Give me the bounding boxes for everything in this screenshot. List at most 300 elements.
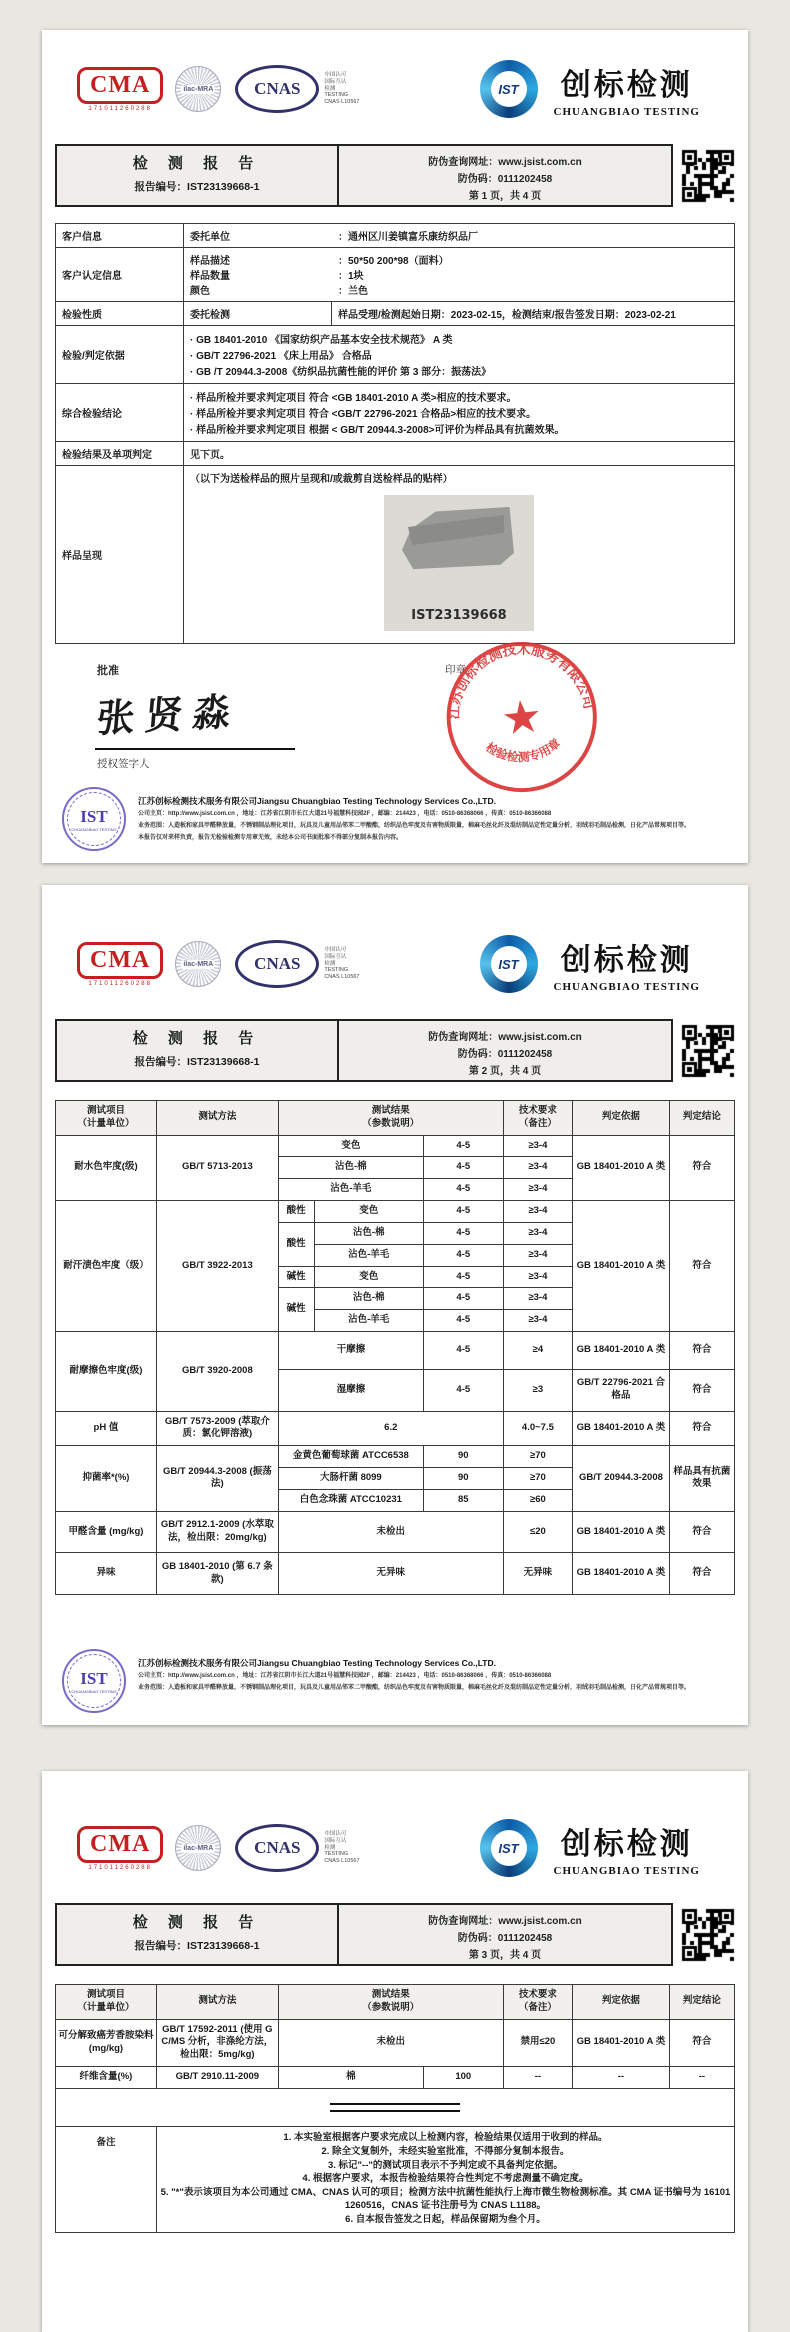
antifake-url	[339, 153, 671, 168]
judge-conclusion: 符合	[669, 1201, 734, 1332]
col-header: 测试结果 （参数说明）	[278, 1985, 503, 2020]
test-item: 可分解致癌芳香胺染料(mg/kg)	[56, 2019, 157, 2066]
footer-text	[138, 1649, 690, 1693]
report-number-label: 报告编号：	[134, 1940, 188, 1952]
remark-line: 2. 除全文复制外，未经实验室批准，不得部分复制本报告。	[321, 2145, 570, 2157]
report-header-bar	[55, 1019, 673, 1082]
signature-line	[95, 748, 295, 750]
judge-conclusion: 符合	[669, 1553, 734, 1595]
cnas-side-line: 检测	[324, 960, 336, 967]
antifake-code-value: 0111202458	[497, 174, 553, 185]
row-label: 客户认定信息	[56, 248, 184, 302]
table-row	[56, 466, 735, 644]
field-name: 样品数量	[190, 271, 230, 282]
row-value	[184, 248, 735, 302]
result-value: 90	[423, 1446, 503, 1468]
result-value: 4-5	[423, 1222, 503, 1244]
result-value: 4-5	[423, 1310, 503, 1332]
condition: 碱性	[278, 1288, 314, 1332]
row-value	[184, 466, 735, 644]
result-label: 金黄色葡萄球菌 ATCC6538	[278, 1446, 423, 1468]
test-method: GB/T 3920-2008	[156, 1331, 278, 1411]
basis-item: · GB /T 20944.3-2008《纺织品抗菌性能的评价 第 3 部分：振荡法》	[190, 367, 492, 378]
requirement: ≥3	[503, 1369, 572, 1411]
ist-logo-icon	[480, 60, 538, 118]
footer-scope: 业务范围：人造板和家具甲醛释放量，不锈钢制品理化项目，玩具及儿童用品邻苯二甲酸酯，纺织品色牢度及有害物质限量，棉麻毛丝化纤及混纺制品定性定量分析，羽绒羽毛制品检测，日化产品常规项目等。	[138, 823, 691, 829]
basis-item: · GB/T 22796-2021 《床上用品》 合格品	[190, 351, 372, 362]
antifake-code-label: 防伪码：	[457, 1933, 498, 1944]
judge-conclusion: 符合	[669, 1331, 734, 1369]
bold-text: 根据	[308, 425, 329, 436]
report-header-bar	[55, 1903, 673, 1966]
test-item: 异味	[56, 1553, 157, 1595]
text: < GB/T 20944.3-2008>	[328, 425, 435, 436]
brand-name-cn: 创标检测	[560, 1828, 693, 1861]
result-label: 沾色-羊毛	[314, 1244, 423, 1266]
field-name: 颜色	[190, 286, 210, 297]
remark-label: 备注	[56, 2126, 157, 2232]
requirement: ≥3-4	[503, 1266, 572, 1288]
table-row	[56, 248, 735, 302]
col-header: 判定结论	[669, 1985, 734, 2020]
footer-scope: 业务范围：人造板和家具甲醛释放量，不锈钢制品理化项目，玩具及儿童用品邻苯二甲酸酯，纺织品色牢度及有害物质限量，棉麻毛丝化纤及混纺制品定性定量分析，羽绒羽毛制品检测，日化产品常规项目等。	[138, 1685, 691, 1691]
cnas-side-line: TESTING	[324, 92, 349, 99]
result-label: 沾色-棉	[314, 1222, 423, 1244]
result-value: 无异味	[278, 1553, 503, 1595]
result-value: 未检出	[278, 1511, 503, 1553]
antifake-code-value: 0111202458	[497, 1933, 553, 1944]
remark-line: 5. "*"表示该项目为本公司通过 CMA、CNAS 认可的项目；检测方法中抗菌性能执行上海市微生物检测标准。其 CMA 证书编号为 161011260516，CNAS 证书注册号为 CNAS L1188。	[160, 2187, 731, 2211]
antifake-url-label: 防伪查询网址：	[428, 1032, 499, 1043]
cnas-side-line: 国际互认	[324, 78, 347, 85]
result-label: 大肠杆菌 8099	[278, 1468, 423, 1490]
ist-footer-sub: CHUANGBIAO TESTING	[71, 1688, 117, 1694]
bold-text: 符合	[308, 409, 329, 420]
test-item: 耐摩擦色牢度(级)	[56, 1331, 157, 1411]
result-label: 变色	[314, 1201, 423, 1223]
result-value: 4-5	[423, 1266, 503, 1288]
ist-footer-sub: CHUANGBIAO TESTING	[71, 826, 117, 832]
footer-company-en: Jiangsu Chuangbiao Testing Technology Services Co.,LTD.	[257, 1658, 496, 1668]
approve-label: 批准	[97, 665, 119, 677]
report-number	[57, 179, 337, 194]
antifake-code-value: 0111202458	[497, 1049, 553, 1060]
col-header: 判定依据	[573, 1101, 670, 1136]
footer-note: 本报告仅对来样负责，报告无检验检测专用章无效，未经本公司书面批准不得部分复制本报告内容。	[138, 835, 403, 841]
report-header-bar	[55, 144, 673, 207]
cnas-side-line: 检测	[324, 85, 336, 92]
footer-company	[138, 1657, 690, 1669]
requirement: ≥3-4	[503, 1157, 572, 1179]
row-label: 检验结果及单项判定	[56, 442, 184, 466]
field-value: ：兰色	[338, 286, 368, 297]
report-title: 检 测 报 告	[132, 1914, 262, 1931]
ist-logo-icon	[480, 935, 538, 993]
report-title: 检 测 报 告	[132, 1030, 262, 1047]
brand-name-en: CHUANGBIAO TESTING	[553, 1865, 700, 1877]
ilac-mra-icon	[175, 941, 221, 987]
condition: 酸性	[278, 1201, 314, 1223]
result-value: 4-5	[423, 1244, 503, 1266]
col-header: 技术要求 （备注）	[503, 1985, 572, 2020]
judge-conclusion: 符合	[669, 1411, 734, 1446]
footer-contact: 公司主页：http://www.jsist.com.cn ，地址：江苏省江阴市长江大道21号福慧科技园2F ，邮编：214423 ，电话：0510-86368066 ，传真：0510-86366088	[138, 1673, 552, 1679]
cma-icon: CMA	[77, 942, 163, 979]
text: · 样品所检并要求判定项目	[190, 409, 309, 420]
brand-name	[554, 935, 700, 993]
field-value: ：1块	[338, 271, 364, 282]
table-row	[56, 1553, 735, 1595]
cnas-side-line: 国际互认	[324, 1837, 347, 1844]
judge-basis: GB 18401-2010 A 类	[573, 1201, 670, 1332]
result-label: 变色	[278, 1135, 423, 1157]
results-table	[55, 1100, 735, 1595]
test-method: GB/T 2910.11-2009	[156, 2067, 278, 2089]
report-number-label: 报告编号：	[134, 1056, 188, 1068]
approval-section	[55, 640, 735, 802]
cma-icon: CMA	[77, 1826, 163, 1863]
cnas-icon: CNAS	[235, 65, 319, 113]
report-page-2	[42, 885, 748, 1725]
table-row	[56, 442, 735, 466]
report-number-label: 报告编号：	[134, 181, 188, 193]
result-value: 4-5	[423, 1157, 503, 1179]
antifake-code	[339, 1045, 671, 1060]
table-row	[56, 2019, 735, 2066]
result-value: 4-5	[423, 1288, 503, 1310]
table-row	[56, 2088, 735, 2126]
report-header-band	[55, 1019, 735, 1082]
requirement: ≥3-4	[503, 1244, 572, 1266]
table-row	[56, 384, 735, 442]
brand-name-en: CHUANGBIAO TESTING	[553, 106, 700, 118]
ilac-label: ilac-MRA	[183, 1844, 214, 1852]
field-value: ：通州区川姜镇富乐康纺织品厂	[338, 232, 478, 243]
row-label: 检验/判定依据	[56, 326, 184, 384]
cma-logo	[77, 1826, 163, 1871]
ist-label: IST	[491, 1830, 527, 1866]
report-number-value: IST23139668-1	[187, 181, 260, 193]
brand-name	[554, 60, 700, 118]
cnas-side-line: TESTING	[324, 967, 349, 974]
report-header-band	[55, 144, 735, 207]
result-label: 湿摩擦	[278, 1369, 423, 1411]
cnas-side-line: TESTING	[324, 1851, 349, 1858]
client-info-table	[55, 223, 735, 644]
cnas-side-line: 中国认可	[324, 71, 347, 78]
requirement: ≥60	[503, 1489, 572, 1511]
footer-text	[138, 787, 690, 843]
requirement: ≥3-4	[503, 1179, 572, 1201]
cma-number: 171011260288	[88, 1864, 152, 1871]
footer-company	[138, 795, 690, 807]
ist-label: IST	[491, 946, 527, 982]
qr-code	[681, 1024, 735, 1078]
condition: 碱性	[278, 1266, 314, 1288]
requirement: ≥3-4	[503, 1288, 572, 1310]
judge-conclusion: 符合	[669, 1511, 734, 1553]
field-name: 委托单位	[190, 232, 230, 243]
requirement: ≥3-4	[503, 1222, 572, 1244]
table-header-row	[56, 1985, 735, 2020]
report-title: 检 测 报 告	[132, 155, 262, 172]
result-value: 6.2	[278, 1411, 503, 1446]
cma-logo	[77, 942, 163, 987]
report-number-value: IST23139668-1	[187, 1056, 260, 1068]
ist-footer-icon	[62, 1649, 126, 1713]
cnas-side-line: CNAS L10567	[324, 974, 360, 981]
ilac-mra-icon	[175, 66, 221, 112]
ist-label: IST	[491, 71, 527, 107]
antifake-cell	[339, 146, 671, 205]
row-label: 客户信息	[56, 224, 184, 248]
remark-line: 3. 标记"--"的测试项目表示不予判定或不具备判定依据。	[327, 2159, 563, 2171]
result-label: 白色念珠菌 ATCC10231	[278, 1489, 423, 1511]
logo-band	[55, 1771, 735, 1877]
table-row	[56, 1446, 735, 1468]
cnas-side-line: 检测	[324, 1844, 336, 1851]
cnas-side-line: CNAS L10567	[324, 1858, 360, 1865]
brand-name	[554, 1819, 700, 1877]
judge-conclusion: 符合	[669, 2019, 734, 2066]
table-row	[56, 1411, 735, 1446]
field-value: 样品受理/检测起始日期：2023-02-15，检测结束/报告签发日期：2023-02-21	[338, 310, 676, 321]
qr-code	[681, 149, 735, 203]
footer-company-cn: 江苏创标检测技术服务有限公司	[138, 796, 258, 806]
ilac-mra-icon	[175, 1825, 221, 1871]
stamp-company-text: 江苏创标检测技术服务有限公司	[445, 640, 598, 720]
table-row	[56, 1511, 735, 1553]
requirement: 无异味	[503, 1553, 572, 1595]
footer-company-cn: 江苏创标检测技术服务有限公司	[138, 1658, 258, 1668]
requirement: ≥70	[503, 1468, 572, 1490]
ist-footer-label: IST	[80, 806, 108, 826]
ist-logo-icon	[480, 1819, 538, 1877]
logo-band	[55, 30, 735, 118]
result-label: 沾色-棉	[278, 1157, 423, 1179]
ilac-label: ilac-MRA	[183, 85, 214, 93]
judge-conclusion: 符合	[669, 1369, 734, 1411]
antifake-code-label: 防伪码：	[457, 1049, 498, 1060]
cma-number: 171011260288	[88, 980, 152, 987]
qr-code	[681, 1908, 735, 1962]
text: <GB/T 22796-2021 合格品>相应的技术要求。	[328, 409, 537, 420]
cma-icon: CMA	[77, 67, 163, 104]
end-of-data-cell	[56, 2088, 735, 2126]
field-name: 样品描述	[190, 256, 230, 267]
judge-basis: GB 18401-2010 A 类	[573, 1511, 670, 1553]
antifake-url-label: 防伪查询网址：	[428, 157, 499, 168]
remark-line: 1. 本实验室根据客户要求完成以上检测内容，检验结果仅适用于收到的样品。	[283, 2131, 608, 2143]
row-value	[184, 384, 735, 442]
result-label: 沾色-羊毛	[278, 1179, 423, 1201]
antifake-cell	[339, 1021, 671, 1080]
text: <GB 18401-2010 A 类>相应的技术要求。	[328, 393, 517, 404]
judge-basis: GB 18401-2010 A 类	[573, 1553, 670, 1595]
text: · 样品所检并要求判定项目	[190, 393, 309, 404]
conclusion-line	[190, 421, 728, 436]
brand-name-en: CHUANGBIAO TESTING	[553, 981, 700, 993]
row-value	[184, 224, 735, 248]
result-label: 干摩擦	[278, 1331, 423, 1369]
table-row	[56, 1135, 735, 1157]
row-label: 检验性质	[56, 302, 184, 326]
cnas-icon: CNAS	[235, 940, 319, 988]
requirement: 4.0~7.5	[503, 1411, 572, 1446]
company-stamp	[435, 630, 609, 809]
requirement: 禁用≤20	[503, 2019, 572, 2066]
page-indicator: 第 2 页，共 4 页	[468, 1066, 542, 1077]
text: · 样品所检并要求判定项目	[190, 425, 309, 436]
judge-conclusion: --	[669, 2067, 734, 2089]
judge-basis: GB/T 22796-2021 合格品	[573, 1369, 670, 1411]
report-title-cell	[57, 1905, 339, 1964]
antifake-code	[339, 170, 671, 185]
antifake-url	[339, 1028, 671, 1043]
seal-label: 印章	[445, 664, 466, 676]
logo-band	[55, 885, 735, 993]
sample-photo-wrap	[190, 485, 728, 639]
report-page-1	[42, 30, 748, 863]
field-name: 委托检测	[184, 302, 332, 325]
report-title-cell	[57, 1021, 339, 1080]
page-indicator: 第 3 页，共 4 页	[468, 1950, 542, 1961]
report-header-band	[55, 1903, 735, 1966]
col-header: 技术要求 （备注）	[503, 1101, 572, 1136]
cnas-logo	[235, 1824, 359, 1872]
col-header: 测试项目 （计量单位）	[56, 1101, 157, 1136]
sample-note: （以下为送检样品的照片呈现和/或裁剪自送检样品的贴样）	[190, 474, 453, 485]
report-number-value: IST23139668-1	[187, 1940, 260, 1952]
antifake-url	[339, 1912, 671, 1927]
result-value: 4-5	[423, 1201, 503, 1223]
table-row	[56, 2126, 735, 2232]
brand-name-cn: 创标检测	[560, 69, 693, 102]
col-header: 测试结果 （参数说明）	[278, 1101, 503, 1136]
test-method: GB/T 2912.1-2009 (水萃取法，检出限：20mg/kg)	[156, 1511, 278, 1553]
table-row	[56, 326, 735, 384]
row-value: 见下页。	[184, 442, 735, 466]
remarks-content	[156, 2126, 734, 2232]
cnas-icon: CNAS	[235, 1824, 319, 1872]
remark-line: 6. 自本报告签发之日起，样品保留期为叁个月。	[345, 2213, 546, 2225]
result-label: 变色	[314, 1266, 423, 1288]
cma-logo	[77, 67, 163, 112]
signer-label: 授权签字人	[97, 758, 150, 770]
row-value	[184, 326, 735, 384]
test-item: 耐水色牢度(级)	[56, 1135, 157, 1200]
page-footer	[62, 787, 728, 851]
cnas-side-text	[324, 1831, 359, 1865]
requirement: ≥70	[503, 1446, 572, 1468]
test-method: GB/T 7573-2009 (萃取介质：氯化钾溶液)	[156, 1411, 278, 1446]
result-label: 沾色-羊毛	[314, 1310, 423, 1332]
cnas-side-text	[324, 947, 359, 981]
report-title-cell	[57, 146, 339, 205]
signature: 张贤淼	[94, 688, 243, 741]
result-value: 未检出	[278, 2019, 503, 2066]
stamp-star-icon: ★	[498, 689, 545, 745]
test-item: 纤维含量(%)	[56, 2067, 157, 2089]
col-header: 测试项目 （计量单位）	[56, 1985, 157, 2020]
cnas-side-text	[324, 72, 359, 106]
requirement: ≥3-4	[503, 1135, 572, 1157]
result-value: 4-5	[423, 1369, 503, 1411]
antifake-url-label: 防伪查询网址：	[428, 1916, 499, 1927]
requirement: --	[503, 2067, 572, 2089]
test-item: 抑菌率*(%)	[56, 1446, 157, 1511]
col-header: 判定结论	[669, 1101, 734, 1136]
test-method: GB/T 5713-2013	[156, 1135, 278, 1200]
remark-line: 4. 根据客户要求，本报告检验结果符合性判定不考虑测量不确定度。	[302, 2173, 589, 2185]
result-label: 沾色-棉	[314, 1288, 423, 1310]
table-row	[56, 2067, 735, 2089]
footer-contact: 公司主页：http://www.jsist.com.cn ，地址：江苏省江阴市长江大道21号福慧科技园2F ，邮编：214423 ，电话：0510-86368066 ，传真：0510-86366088	[138, 811, 552, 817]
ilac-label: ilac-MRA	[183, 960, 214, 968]
page-indicator: 第 1 页，共 4 页	[468, 191, 542, 202]
report-number	[57, 1938, 337, 1953]
table-header-row	[56, 1101, 735, 1136]
antifake-code-label: 防伪码：	[457, 174, 498, 185]
judge-basis: GB 18401-2010 A 类	[573, 1135, 670, 1200]
photo-caption: IST23139668	[411, 608, 507, 623]
test-method: GB/T 20944.3-2008 (振荡法)	[156, 1446, 278, 1511]
cnas-logo	[235, 940, 359, 988]
cnas-side-line: 中国认可	[324, 946, 347, 953]
conclusion-line	[190, 389, 728, 404]
test-method: GB 18401-2010 (第 6.7 条款)	[156, 1553, 278, 1595]
report-page-3	[42, 1771, 748, 2332]
ist-footer-label: IST	[80, 1668, 108, 1688]
judge-basis: GB 18401-2010 A 类	[573, 1411, 670, 1446]
table-row	[56, 302, 735, 326]
cnas-side-line: CNAS L10567	[324, 99, 360, 106]
ist-footer-icon	[62, 787, 126, 851]
requirement: ≥3-4	[503, 1201, 572, 1223]
judge-conclusion: 样品具有抗菌效果	[669, 1446, 734, 1511]
stamp-sub-text: 检验检测专用章	[483, 736, 564, 765]
test-item: 耐汗渍色牢度（级）	[56, 1201, 157, 1332]
test-method: GB/T 17592-2011 (使用 GC/MS 分析，非涤纶方法，检出限：5mg/kg)	[156, 2019, 278, 2066]
basis-item: · GB 18401-2010 《国家纺织产品基本安全技术规范》 A 类	[190, 335, 453, 346]
result-value: 4-5	[423, 1179, 503, 1201]
result-value: 85	[423, 1489, 503, 1511]
row-label: 样品呈现	[56, 466, 184, 644]
result-value: 90	[423, 1468, 503, 1490]
test-method: GB/T 3922-2013	[156, 1201, 278, 1332]
table-row	[56, 224, 735, 248]
bold-text: 可评价为	[434, 425, 475, 436]
requirement: ≥4	[503, 1331, 572, 1369]
antifake-url-value: www.jsist.com.cn	[498, 1916, 582, 1927]
col-header: 判定依据	[573, 1985, 670, 2020]
cnas-side-line: 国际互认	[324, 953, 347, 960]
sample-photo	[384, 495, 534, 631]
report-number	[57, 1054, 337, 1069]
judge-basis: GB/T 20944.3-2008	[573, 1446, 670, 1511]
antifake-url-value: www.jsist.com.cn	[498, 1032, 582, 1043]
result-label: 棉	[278, 2067, 423, 2089]
test-item: 甲醛含量 (mg/kg)	[56, 1511, 157, 1553]
judge-basis: GB 18401-2010 A 类	[573, 1331, 670, 1369]
conclusion-line	[190, 405, 728, 420]
antifake-cell	[339, 1905, 671, 1964]
page-footer	[62, 1649, 728, 1713]
table-row	[56, 1201, 735, 1223]
antifake-code	[339, 1929, 671, 1944]
row-value	[184, 302, 735, 326]
antifake-url-value: www.jsist.com.cn	[498, 157, 582, 168]
